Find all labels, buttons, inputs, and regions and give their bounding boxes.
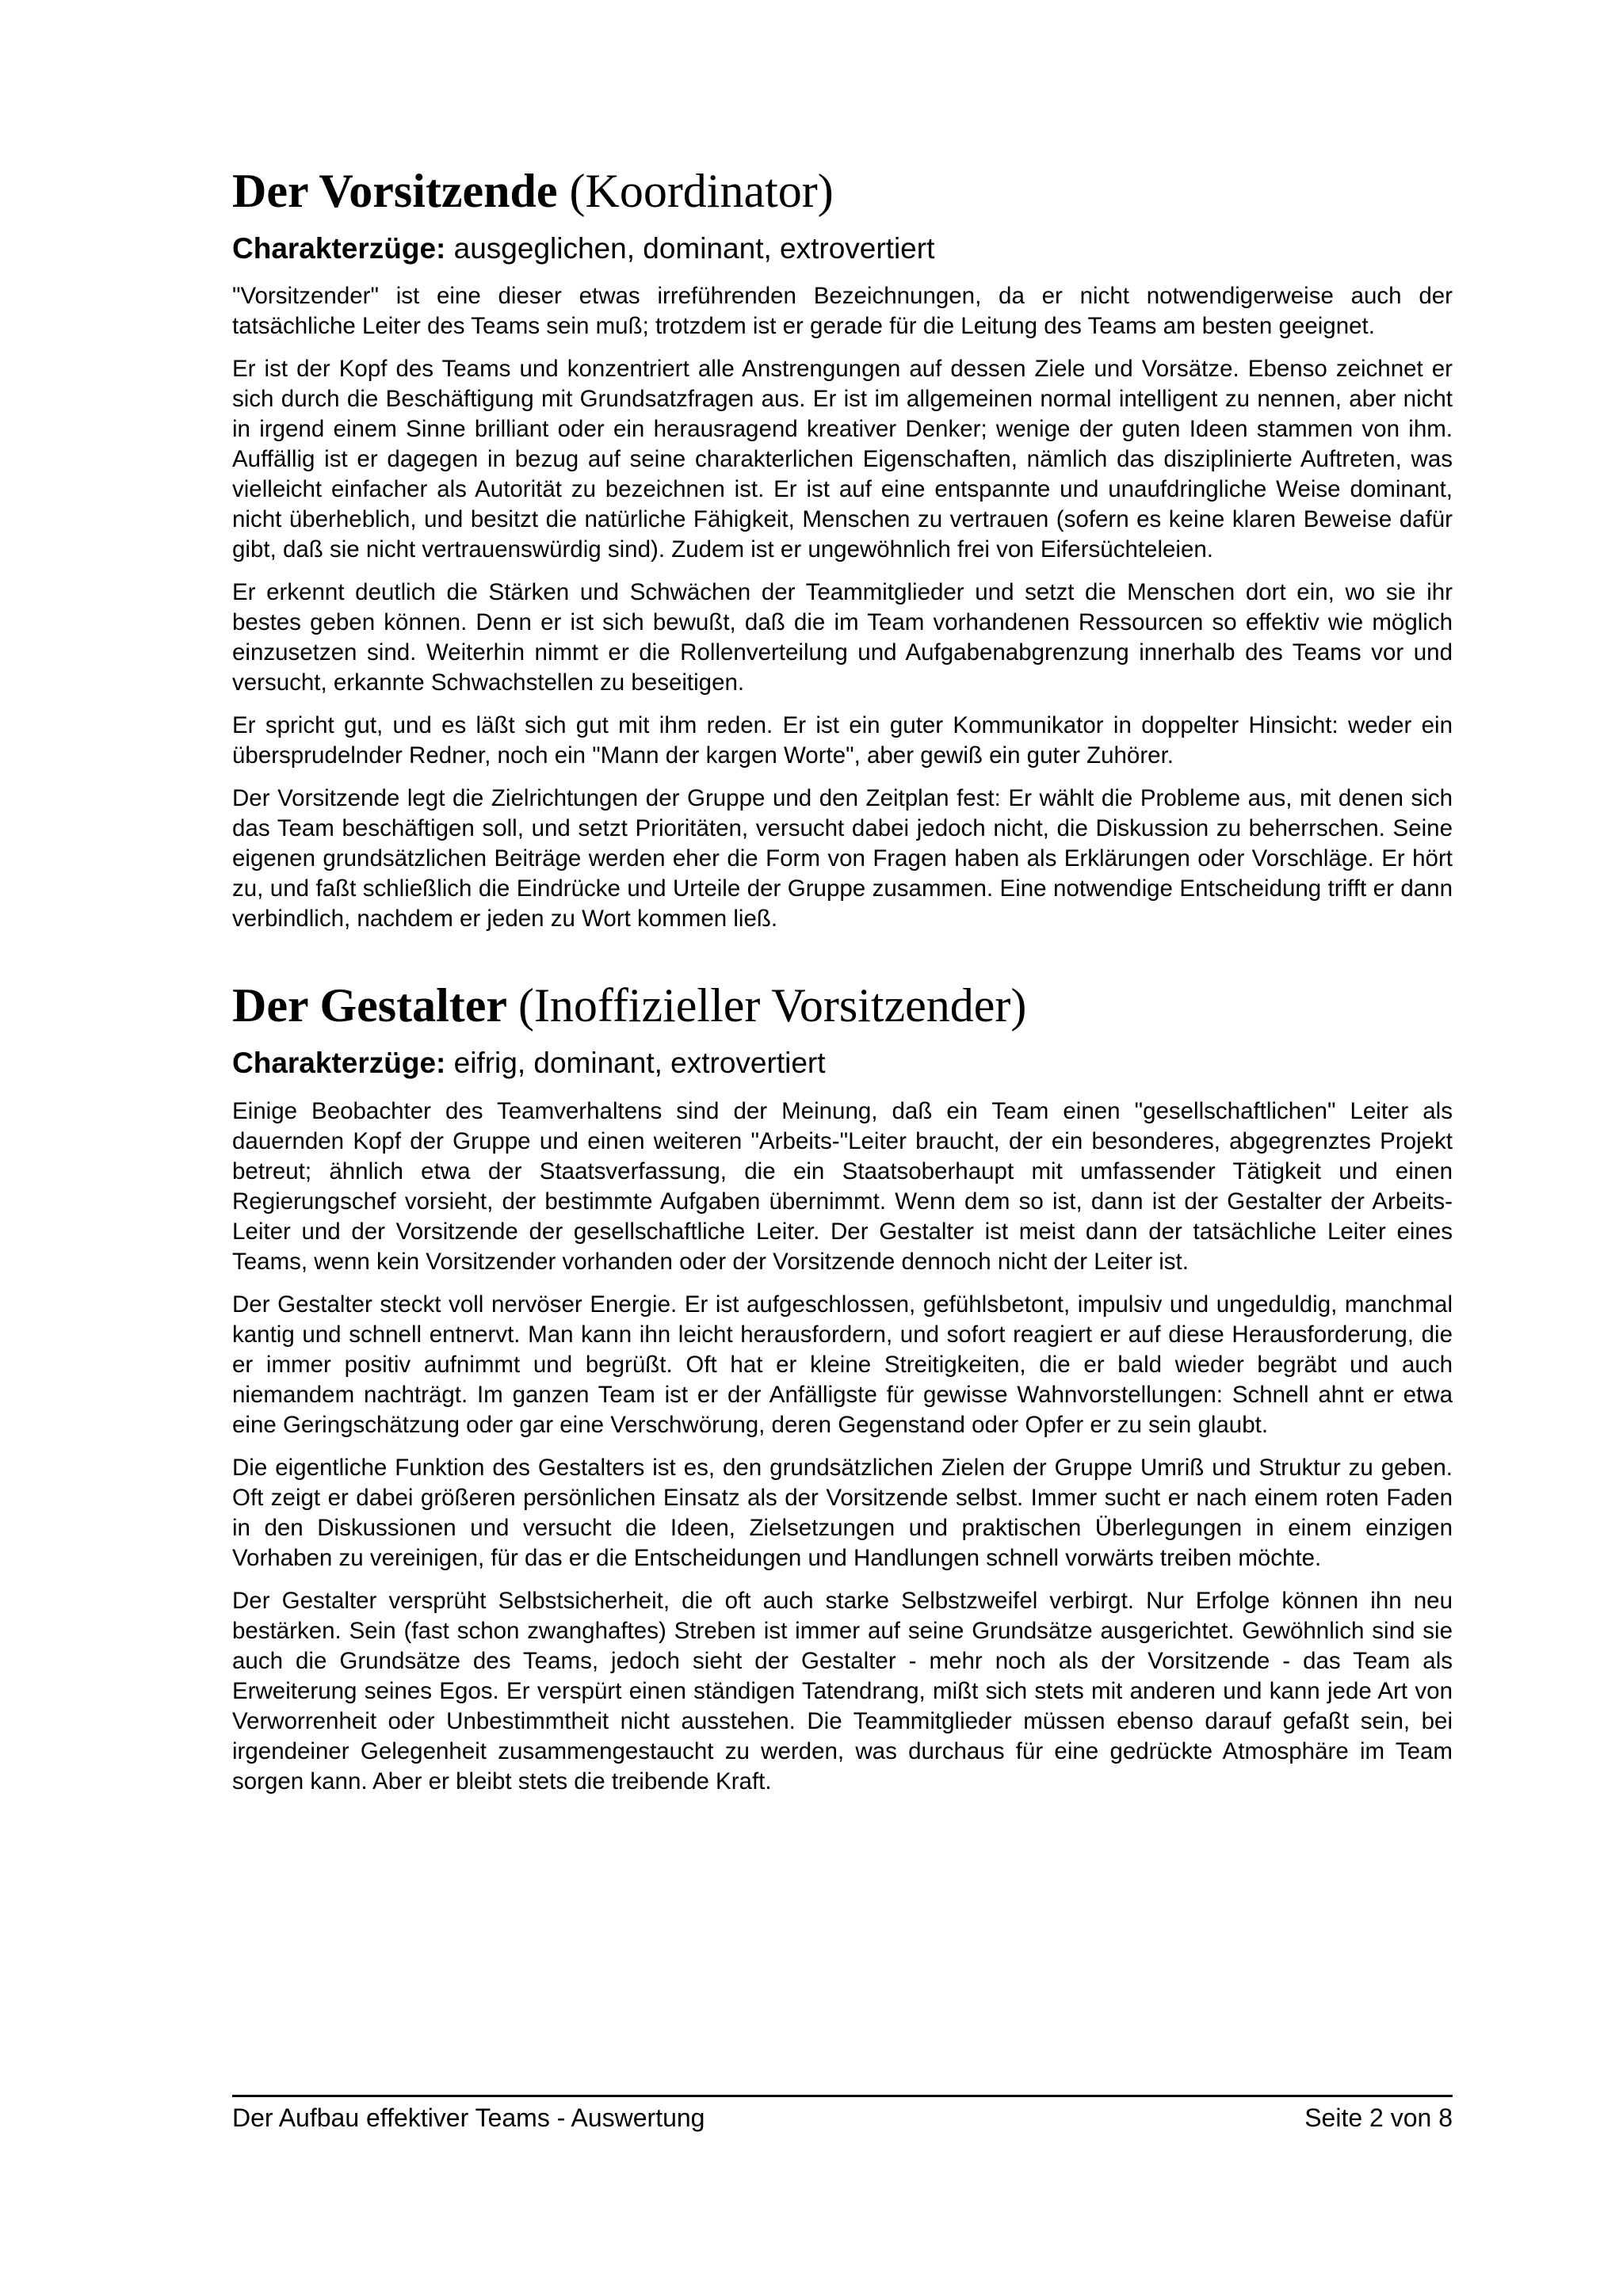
traits-value: ausgeglichen, dominant, extrovertiert — [453, 232, 935, 265]
traits-label: Charakterzüge: — [232, 232, 446, 265]
paragraph: Der Vorsitzende legt die Zielrichtungen der Gruppe und den Zeitplan fest: Er wählt die Probleme aus, mit denen sich das Team beschäftigen soll, und setzt Prioritäten, versucht dabei jedoch nicht, die Diskussion zu beherrschen. Seine eigenen grundsätzlichen Beiträge werden eher die Form von Fragen haben als Erklärungen oder Vorschläge. Er hört zu, und faßt schließlich die Eindrücke und Urteile der Gruppe zusammen. Eine notwendige Entscheidung trifft er dann verbindlich, nachdem er jeden zu Wort kommen ließ. — [232, 785, 1453, 933]
paragraph: Er spricht gut, und es läßt sich gut mit ihm reden. Er ist ein guter Kommunikator in doppelter Hinsicht: weder ein übersprudelnder Redner, noch ein "Mann der kargen Worte", aber gewiß ein guter Zuhörer. — [232, 712, 1453, 769]
paragraph: Er erkennt deutlich die Stärken und Schwächen der Teammitglieder und setzt die Menschen dort ein, wo sie ihr bestes geben können. Denn er ist sich bewußt, daß die im Team vorhandenen Ressourcen so effektiv wie möglich einzusetzen sind. Weiterhin nimmt er die Rollenverteilung und Aufgabenabgrenzung innerhalb des Teams vor und versucht, erkannte Schwachstellen zu beseitigen. — [232, 579, 1453, 696]
paragraph: Er ist der Kopf des Teams und konzentriert alle Anstrengungen auf dessen Ziele und Vorsätze. Ebenso zeichnet er sich durch die Beschäftigung mit Grundsatzfragen aus. Er ist im allgemeinen normal intelligent zu nennen, aber nicht in irgend einem Sinne brilliant oder ein herausragend kreativer Denker; wenige der guten Ideen stammen von ihm. Auffällig ist er dagegen in bezug auf seine charakterlichen Eigenschaften, nämlich das disziplinierte Auftreten, was vielleicht einfacher als Autorität zu bezeichnen ist. Er ist auf eine entspannte und unaufdringliche Weise dominant, nicht überheblich, und besitzt die natürliche Fähigkeit, Menschen zu vertrauen (sofern es keine klaren Beweise dafür gibt, daß sie nicht vertrauenswürdig sind). Zudem ist er ungewöhnlich frei von Eifersüchteleien. — [232, 356, 1453, 563]
document-page — [232, 162, 1453, 1810]
paragraph: Der Gestalter versprüht Selbstsicherheit, die oft auch starke Selbstzweifel verbirgt. Nur Erfolge können ihn neu bestärken. Sein (fast schon zwanghaftes) Streben ist immer auf seine Grundsätze ausgerichtet. Gewöhnlich sind sie auch die Grundsätze des Teams, jedoch sieht der Gestalter - mehr noch als der Vorsitzende - das Team als Erweiterung seines Egos. Er verspürt einen ständigen Tatendrang, mißt sich stets mit anderen und kann jede Art von Verworrenheit oder Unbestimmtheit nicht ausstehen. Die Teammitglieder müssen ebenso darauf gefaßt sein, bei irgendeiner Gelegenheit zusammengestaucht zu werden, was durchaus für eine gedrückte Atmosphäre im Team sorgen kann. Aber er bleibt stets die treibende Kraft. — [232, 1587, 1453, 1794]
heading-sub: (Koordinator) — [569, 165, 834, 217]
traits-line — [232, 1045, 1453, 1081]
paragraph: Der Gestalter steckt voll nervöser Energie. Er ist aufgeschlossen, gefühlsbetont, impulsiv und ungeduldig, manchmal kantig und schnell entnervt. Man kann ihn leicht herausfordern, und sofort reagiert er auf diese Herausforderung, die er immer positiv aufnimmt und begrüßt. Oft hat er kleine Streitigkeiten, die er bald wieder begräbt und auch niemandem nachträgt. Im ganzen Team ist er der Anfälligste für gewisse Wahnvorstellungen: Schnell ahnt er etwa eine Geringschätzung oder gar eine Verschwörung, deren Gegenstand oder Opfer er zu sein glaubt. — [232, 1291, 1453, 1438]
paragraph: Die eigentliche Funktion des Gestalters ist es, den grundsätzlichen Zielen der Gruppe Umriß und Struktur zu geben. Oft zeigt er dabei größeren persönlichen Einsatz als der Vorsitzende selbst. Immer sucht er nach einem roten Faden in den Diskussionen und versucht die Ideen, Zielsetzungen und praktischen Überlegungen in einem einzigen Vorhaben zu vereinigen, für das er die Entscheidungen und Handlungen schnell vorwärts treiben möchte. — [232, 1454, 1453, 1571]
footer-page-number: Seite 2 von 8 — [1304, 2103, 1453, 2132]
section-heading — [232, 162, 1453, 219]
footer-document-title: Der Aufbau effektiver Teams - Auswertung — [232, 2103, 705, 2132]
heading-sub: (Inoffizieller Vorsitzender) — [517, 979, 1027, 1032]
traits-value: eifrig, dominant, extrovertiert — [453, 1047, 826, 1080]
page-footer — [232, 2095, 1453, 2133]
traits-line — [232, 231, 1453, 267]
paragraph: "Vorsitzender" ist eine dieser etwas irreführenden Bezeichnungen, da er nicht notwendigerweise auch der tatsächliche Leiter des Teams sein muß; trotzdem ist er gerade für die Leitung des Teams am besten geeignet. — [232, 283, 1453, 340]
section-gestalter — [232, 977, 1453, 1796]
heading-main: Der Gestalter — [232, 979, 506, 1032]
section-vorsitzende — [232, 162, 1453, 934]
paragraph: Einige Beobachter des Teamverhaltens sind der Meinung, daß ein Team einen "gesellschaftlichen" Leiter als dauernden Kopf der Gruppe und einen weiteren "Arbeits-"Leiter braucht, der ein besonderes, abgegrenztes Projekt betreut; ähnlich etwa der Staatsverfassung, die ein Staatsoberhaupt mit umfassender Tätigkeit und einen Regierungschef vorsieht, der bestimmte Aufgaben übernimmt. Wenn dem so ist, dann ist der Gestalter der Arbeits-Leiter und der Vorsitzende der gesellschaftliche Leiter. Der Gestalter ist meist dann der tatsächliche Leiter eines Teams, wenn kein Vorsitzender vorhanden oder der Vorsitzende dennoch nicht der Leiter ist. — [232, 1097, 1453, 1275]
heading-main: Der Vorsitzende — [232, 165, 558, 217]
section-heading — [232, 977, 1453, 1034]
traits-label: Charakterzüge: — [232, 1047, 446, 1080]
